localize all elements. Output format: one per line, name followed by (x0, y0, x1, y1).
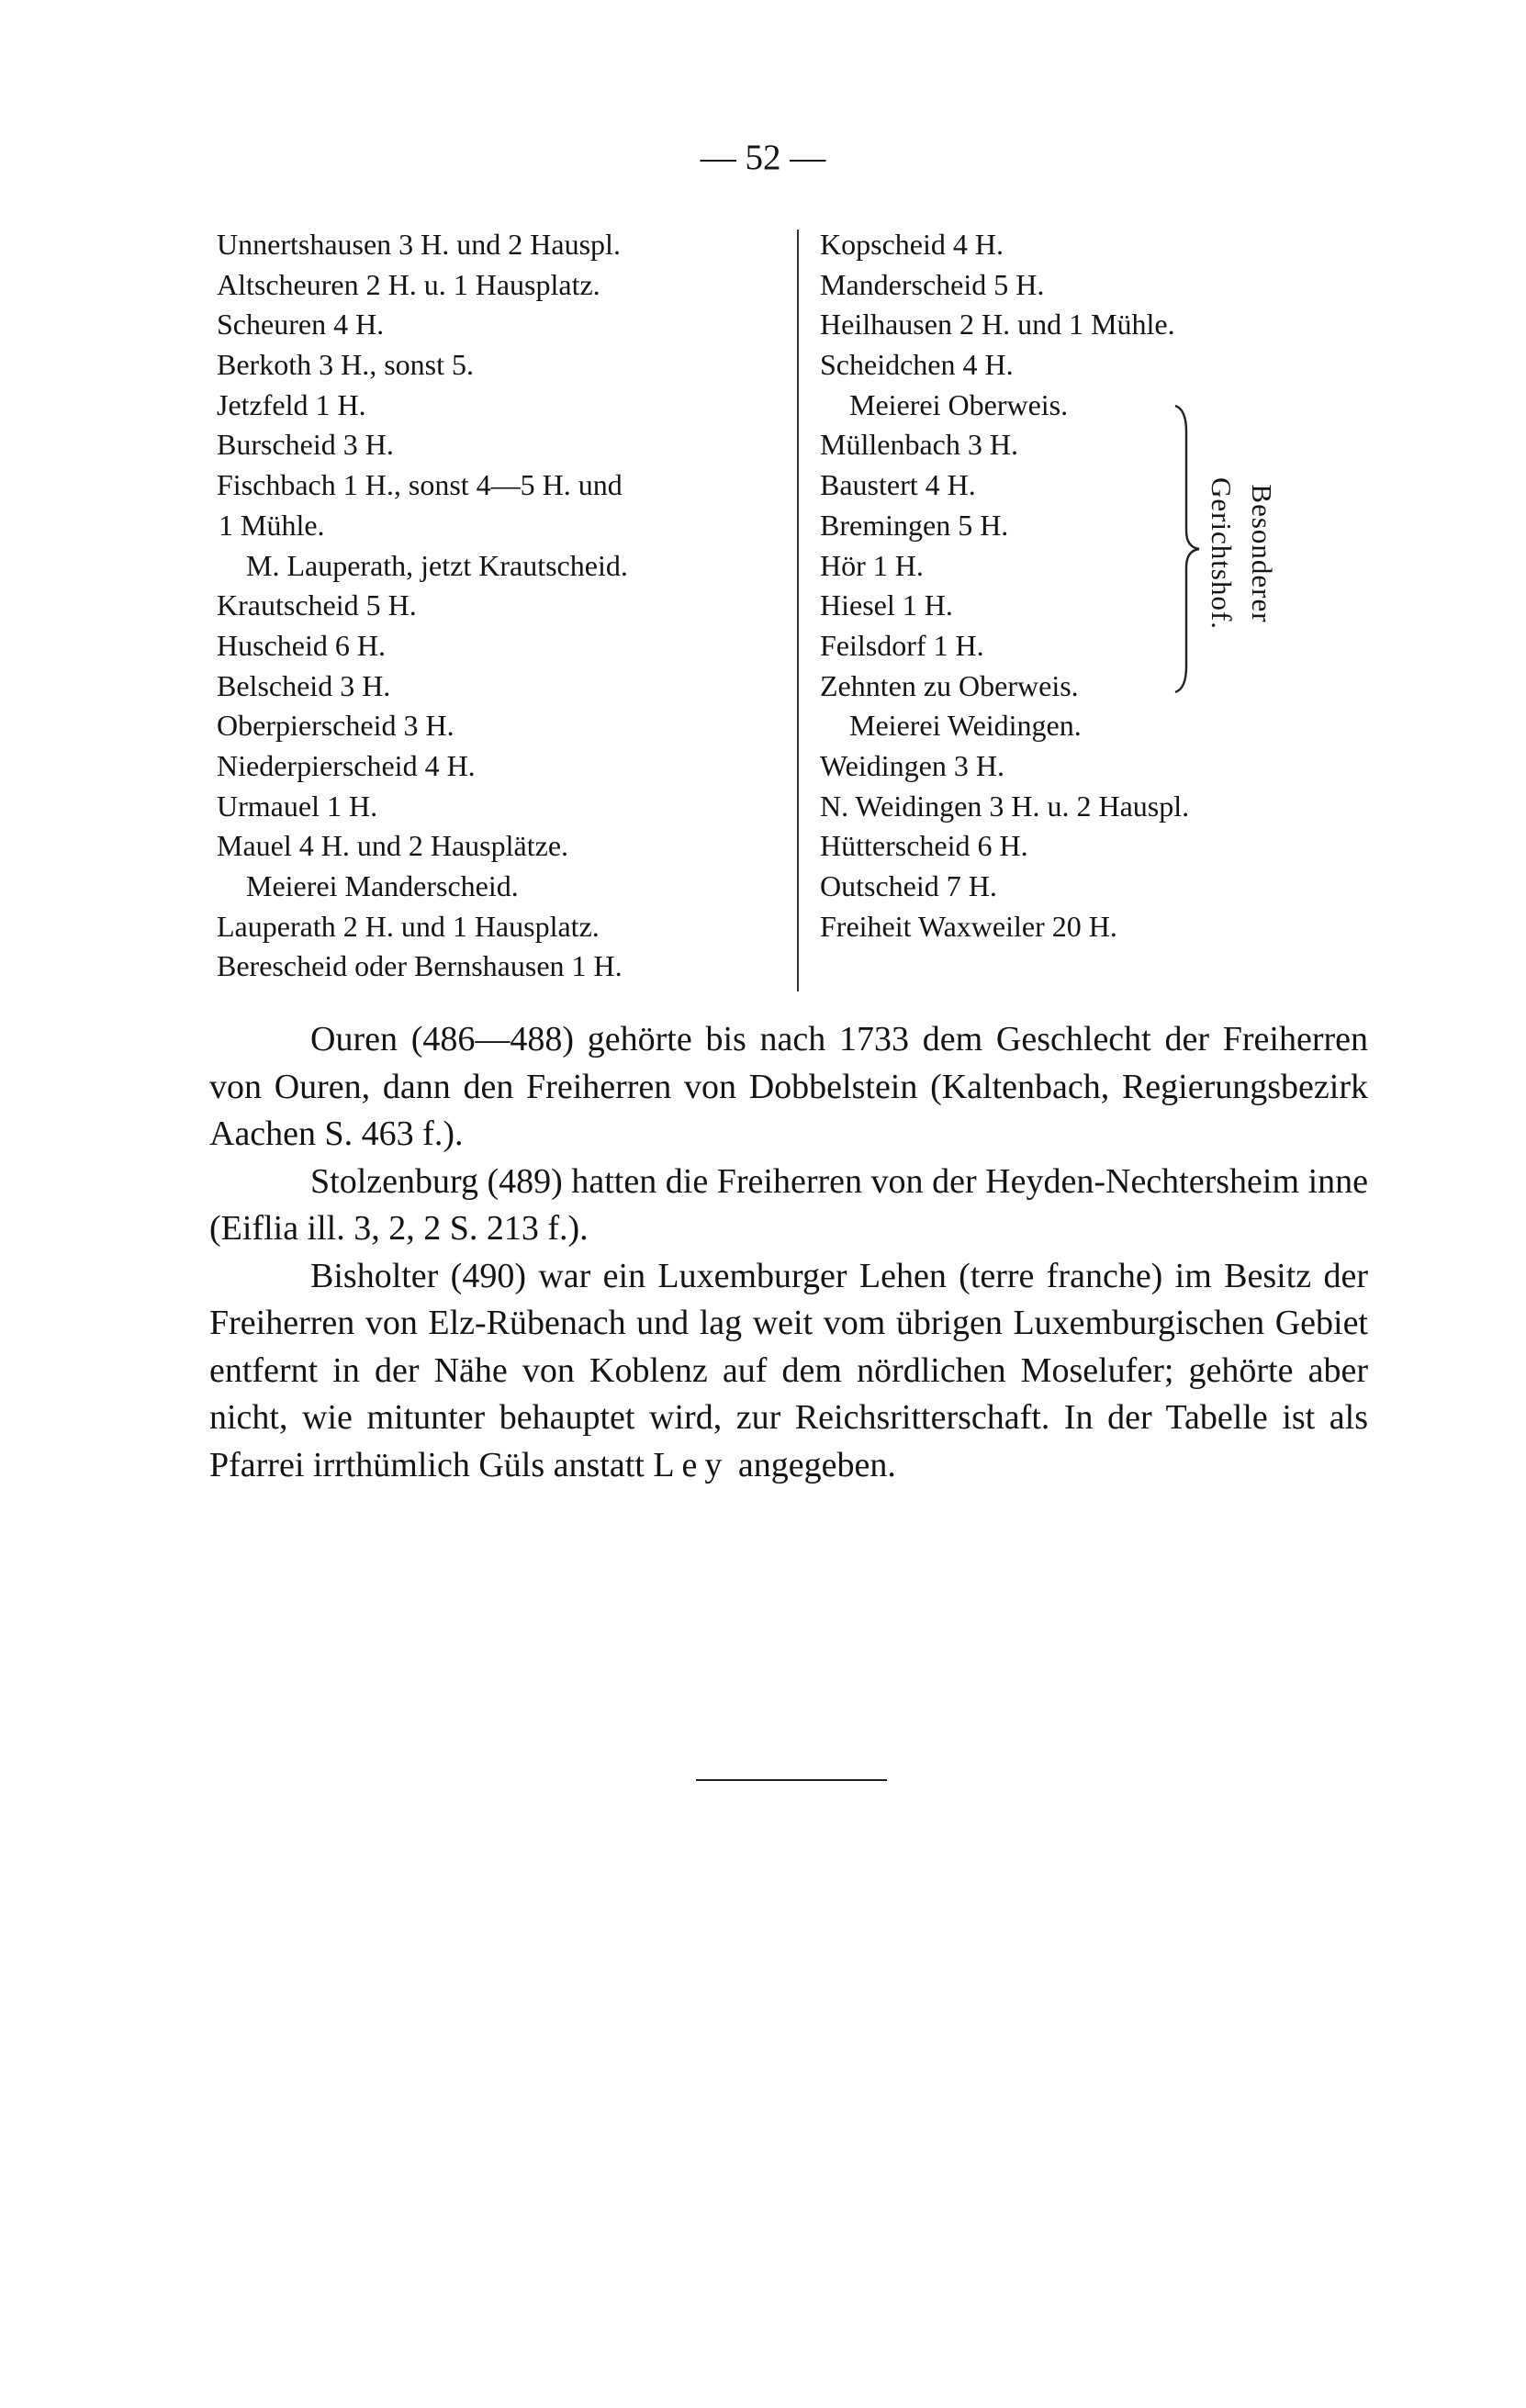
list-item-continuation: 1 Mühle. (219, 508, 325, 542)
paragraph-text: angegeben. (729, 1445, 896, 1484)
list-item: Scheidchen 4 H. (820, 348, 1014, 382)
list-item: Jetzfeld 1 H. (217, 387, 366, 421)
list-item: Feilsdorf 1 H. (820, 628, 984, 662)
list-item: Baustert 4 H. (820, 468, 976, 502)
list-item: Kopscheid 4 H. (820, 228, 1004, 261)
spaced-word: Ley (653, 1445, 730, 1484)
list-item: Mauel 4 H. und 2 Hausplätze. (217, 829, 569, 863)
list-item: Niederpierscheid 4 H. (217, 748, 476, 782)
list-subheading: Meierei Weidingen. (849, 709, 1082, 743)
paragraph-text: Bisholter (490) war ein Luxemburger Lehen (terre franche) im Besitz der Freiherren von Elz-Rübenach und lag weit vom übrigen Luxemburgischen Gebiet entfernt in der Nähe von Koblenz auf dem nördlichen Moselufer; gehörte aber nicht, wie mitunter behauptet wird, zur Reichsritterschaft. In der Tabelle ist als Pfarrei irrthümlich Güls anstatt (209, 1256, 1368, 1484)
list-item: Krautscheid 5 H. (217, 588, 417, 622)
column-divider (797, 230, 799, 991)
list-item: Freiheit Waxweiler 20 H. (820, 909, 1117, 943)
list-item: Weidingen 3 H. (820, 748, 1004, 782)
list-subheading: M. Lauperath, jetzt Krautscheid. (246, 548, 628, 582)
list-item: Zehnten zu Oberweis. (820, 668, 1079, 702)
place-list-left (217, 225, 786, 987)
list-item: Hütterscheid 6 H. (820, 829, 1028, 863)
list-subheading: Meierei Manderscheid. (246, 869, 519, 902)
body-text (209, 1016, 1368, 1489)
list-item: Unnertshausen 3 H. und 2 Hauspl. (217, 228, 621, 261)
paragraph-stolzenburg: Stolzenburg (489) hatten die Freiherren von der Heyden-Nechtersheim inne (Eiflia ill. 3, 2, 2 S. 213 f.). (209, 1161, 1368, 1248)
list-item: Berescheid oder Bernshausen 1 H. (217, 949, 623, 983)
end-rule (696, 1779, 887, 1781)
paragraph-ouren: Ouren (486—488) gehörte bis nach 1733 dem Geschlecht der Freiherren von Ouren, dann den Freiherren von Dobbelstein (Kaltenbach, Regierungsbezirk Aachen S. 463 f.). (209, 1020, 1368, 1153)
list-subheading: Meierei Oberweis. (849, 387, 1069, 421)
list-item: Müllenbach 3 H. (820, 428, 1018, 462)
list-item: Bremingen 5 H. (820, 508, 1009, 542)
list-item: Belscheid 3 H. (217, 668, 391, 702)
page-number: — 52 — (700, 138, 826, 177)
list-item: Urmauel 1 H. (217, 789, 378, 823)
list-item: Manderscheid 5 H. (820, 267, 1045, 301)
list-item: N. Weidingen 3 H. u. 2 Hauspl. (820, 789, 1190, 823)
list-item: Heilhausen 2 H. und 1 Mühle. (820, 308, 1175, 342)
bracket-label (1199, 466, 1282, 650)
list-item: Outscheid 7 H. (820, 869, 997, 902)
paragraph-bisholter (209, 1253, 1368, 1490)
list-item: Hiesel 1 H. (820, 588, 953, 622)
list-item: Berkoth 3 H., sonst 5. (217, 348, 474, 382)
list-item: Lauperath 2 H. und 1 Hausplatz. (217, 909, 600, 943)
list-item: Scheuren 4 H. (217, 308, 385, 342)
list-item: Burscheid 3 H. (217, 428, 394, 462)
list-item: Fischbach 1 H., sonst 4—5 H. und (217, 468, 623, 502)
list-item: Huscheid 6 H. (217, 628, 386, 662)
list-item: Oberpierscheid 3 H. (217, 709, 454, 743)
bracket-label-text: Besonderer Gerichtshof. (1206, 476, 1278, 631)
list-item: Altscheuren 2 H. u. 1 Hausplatz. (217, 267, 600, 301)
list-item: Hör 1 H. (820, 548, 924, 582)
